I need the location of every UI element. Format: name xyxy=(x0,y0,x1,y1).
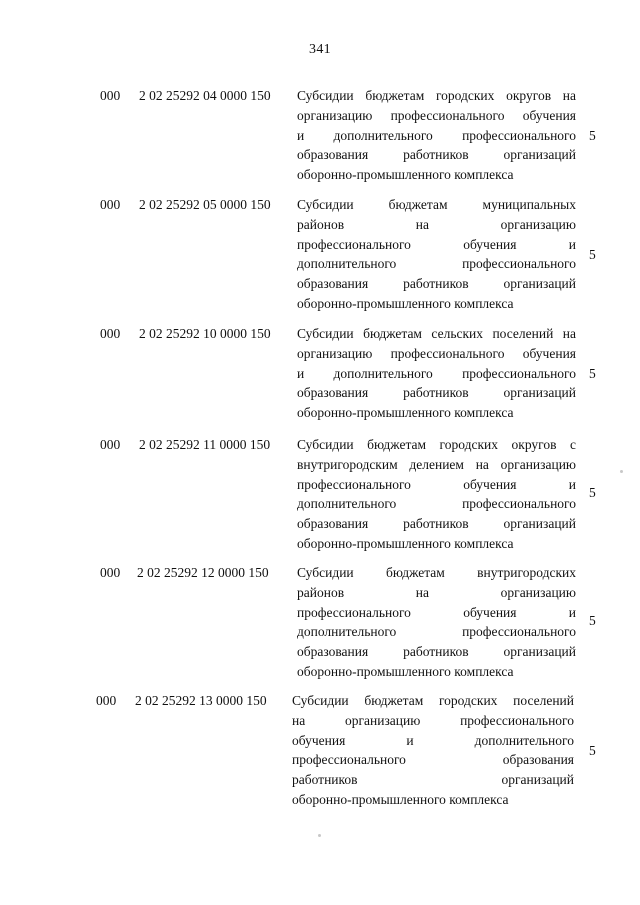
name-line: профессионального обучения и xyxy=(297,236,576,252)
value-cell: 5 xyxy=(589,128,596,143)
admin-code-cell: 000 xyxy=(100,437,121,452)
name-line: оборонно-промышленного комплекса xyxy=(297,535,514,551)
name-line: Субсидии бюджетам муниципальных xyxy=(297,197,576,212)
income-name-cell xyxy=(297,435,576,554)
admin-code-cell: 000 xyxy=(100,565,121,580)
value-cell: 5 xyxy=(589,743,596,758)
income-name-cell xyxy=(292,691,574,810)
name-line: образования работников организаций xyxy=(297,516,576,532)
table-row xyxy=(0,324,640,435)
income-name-cell xyxy=(297,195,576,314)
income-name-cell xyxy=(297,86,576,185)
budget-classification-code-cell: 2 02 25292 04 0000 150 xyxy=(139,88,271,103)
name-line: оборонно-промышленного комплекса xyxy=(297,167,514,183)
name-line: профессионального обучения и xyxy=(297,604,576,620)
name-line: районов на организацию xyxy=(297,584,576,600)
name-line: Субсидии бюджетам сельских поселений на xyxy=(297,326,576,341)
budget-classification-code-cell: 2 02 25292 13 0000 150 xyxy=(135,693,267,708)
admin-code-cell: 000 xyxy=(96,693,117,708)
name-line: оборонно-промышленного комплекса xyxy=(292,791,509,807)
name-line: оборонно-промышленного комплекса xyxy=(297,295,514,311)
name-line: районов на организацию xyxy=(297,216,576,232)
name-line: обучения и дополнительного xyxy=(292,732,574,748)
value-cell: 5 xyxy=(589,613,596,628)
name-line: организацию профессионального обучения xyxy=(297,107,576,123)
admin-code-cell: 000 xyxy=(100,88,121,103)
name-line: на организацию профессионального xyxy=(292,712,574,728)
name-line: образования работников организаций xyxy=(297,147,576,163)
name-line: оборонно-промышленного комплекса xyxy=(297,405,514,421)
name-line: образования работников организаций xyxy=(297,385,576,401)
name-line: Субсидии бюджетам городских поселений xyxy=(292,693,574,708)
name-line: организацию профессионального обучения xyxy=(297,345,576,361)
name-line: профессионального обучения и xyxy=(297,476,576,492)
name-line: и дополнительного профессионального xyxy=(297,365,576,381)
name-line: Субсидии бюджетам внутригородских xyxy=(297,565,576,580)
admin-code-cell: 000 xyxy=(100,326,121,341)
name-line: внутригородским делением на организацию xyxy=(297,456,576,472)
name-line: профессионального образования xyxy=(292,752,574,768)
table-row xyxy=(0,691,640,831)
name-line: дополнительного профессионального xyxy=(297,624,576,640)
table-row xyxy=(0,195,640,324)
income-name-cell xyxy=(297,324,576,423)
name-line: Субсидии бюджетам городских округов с xyxy=(297,437,576,452)
name-line: дополнительного профессионального xyxy=(297,256,576,272)
name-line: образования работников организаций xyxy=(297,276,576,292)
value-cell: 5 xyxy=(589,366,596,381)
budget-classification-code-cell: 2 02 25292 05 0000 150 xyxy=(139,197,271,212)
budget-classification-code-cell: 2 02 25292 11 0000 150 xyxy=(139,437,271,452)
value-cell: 5 xyxy=(589,485,596,500)
name-line: оборонно-промышленного комплекса xyxy=(297,663,514,679)
scan-artifact xyxy=(318,834,321,837)
name-line: работников организаций xyxy=(292,772,574,788)
page-number: 341 xyxy=(309,42,331,57)
table-row xyxy=(0,435,640,563)
table-row xyxy=(0,563,640,691)
budget-code-table xyxy=(0,86,640,831)
name-line: образования работников организаций xyxy=(297,644,576,660)
scan-artifact xyxy=(620,470,623,473)
name-line: дополнительного профессионального xyxy=(297,496,576,512)
value-cell: 5 xyxy=(589,247,596,262)
name-line: Субсидии бюджетам городских округов на xyxy=(297,88,576,103)
income-name-cell xyxy=(297,563,576,682)
budget-classification-code-cell: 2 02 25292 10 0000 150 xyxy=(139,326,271,341)
budget-classification-code-cell: 2 02 25292 12 0000 150 xyxy=(137,565,269,580)
name-line: и дополнительного профессионального xyxy=(297,127,576,143)
admin-code-cell: 000 xyxy=(100,197,121,212)
table-row xyxy=(0,86,640,195)
